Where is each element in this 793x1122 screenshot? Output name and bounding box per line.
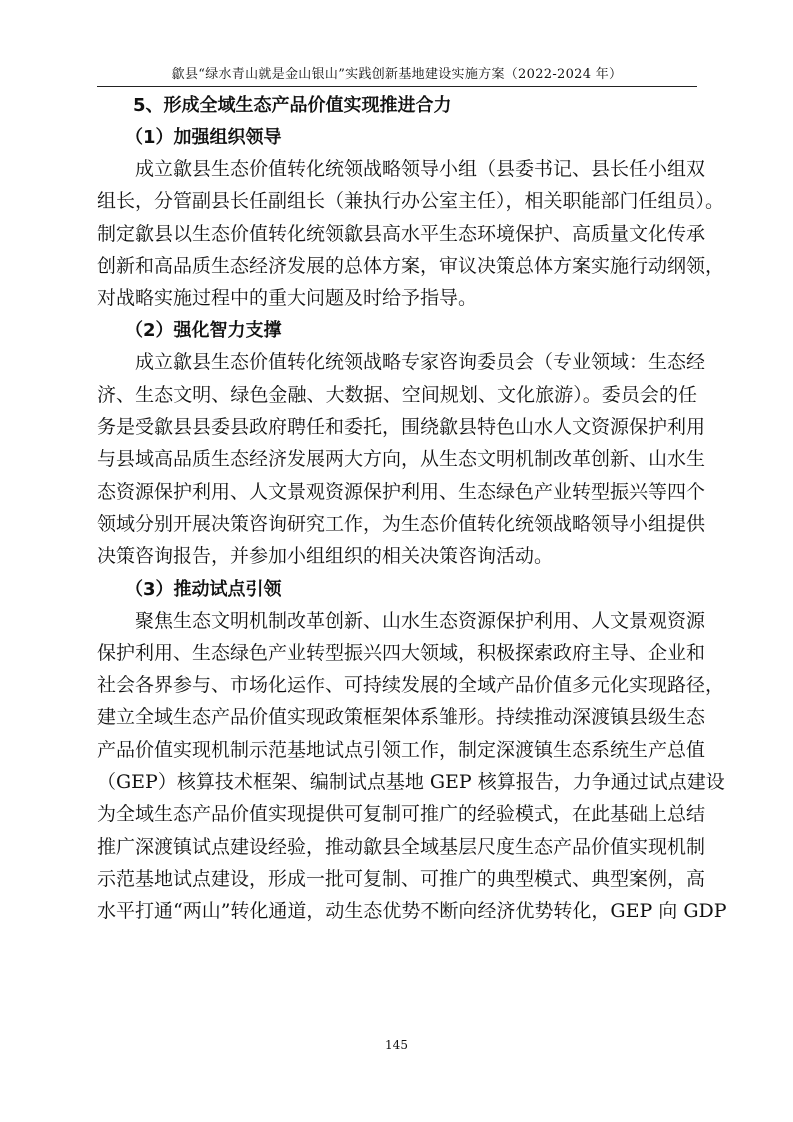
text-line: 建立全域生态产品价值实现政策框架体系雏形。持续推动深渡镇县级生态 (97, 706, 706, 729)
paragraph-organization-leadership (97, 153, 725, 314)
text-line: 与县域高品质生态经济发展两大方向，从生态文明机制改革创新、山水生 (97, 448, 706, 471)
subsection-heading-1: （1）加强组织领导 (125, 127, 282, 148)
running-header: 歙县“绿水青山就是金山银山”实践创新基地建设实施方案（2022-2024 年） (171, 67, 623, 82)
text-line: 创新和高品质生态经济发展的总体方案，审议决策总体方案实施行动纲领， (97, 254, 725, 277)
header-rule (97, 86, 697, 87)
text-line: 推广深渡镇试点建设经验，推动歙县全域基层尺度生态产品价值实现机制 (97, 835, 706, 858)
paragraph-intellectual-support (97, 346, 706, 572)
text-line: 保护利用、生态绿色产业转型振兴四大领域，积极探索政府主导、企业和 (97, 641, 706, 664)
text-line: 产品价值实现机制示范基地试点引领工作，制定深渡镇生态系统生产总值 (97, 738, 706, 761)
page-content (97, 90, 727, 928)
section-heading: 5、形成全域生态产品价值实现推进合力 (133, 95, 452, 116)
text-line: 水平打通“两山”转化通道，动生态优势不断向经济优势转化，GEP 向 GDP (97, 900, 727, 923)
text-line: 示范基地试点建设，形成一批可复制、可推广的典型模式、典型案例，高 (97, 867, 706, 890)
text-line: 社会各界参与、市场化运作、可持续发展的全域产品价值多元化实现路径， (97, 674, 725, 697)
text-line: 成立歙县生态价值转化统领战略领导小组（县委书记、县长任小组双 (135, 158, 706, 180)
subsection-heading-3: （3）推动试点引领 (125, 578, 282, 600)
text-line: 组长，分管副县长任副组长（兼执行办公室主任），相关职能部门任组员）。 (97, 190, 725, 213)
text-line: 聚焦生态文明机制改革创新、山水生态资源保护利用、人文景观资源 (135, 609, 706, 632)
page-number: 145 (385, 1038, 408, 1052)
text-line: 务是受歙县县委县政府聘任和委托，围绕歙县特色山水人文资源保护利用 (97, 416, 706, 439)
text-line: 对战略实施过程中的重大问题及时给予指导。 (97, 287, 478, 310)
text-line: 为全域生态产品价值实现提供可复制可推广的经验模式，在此基础上总结 (97, 803, 706, 826)
text-line: 成立歙县生态价值转化统领战略专家咨询委员会（专业领域：生态经 (135, 351, 706, 374)
subsection-heading-2: （2）强化智力支撑 (125, 320, 282, 342)
text-line: 态资源保护利用、人文景观资源保护利用、生态绿色产业转型振兴等四个 (97, 480, 706, 503)
text-line: （GEP）核算技术框架、编制试点基地 GEP 核算报告，力争通过试点建设 (97, 771, 725, 794)
text-line: 决策咨询报告，并参加小组组织的相关决策咨询活动。 (97, 545, 554, 568)
text-line: 济、生态文明、绿色金融、大数据、空间规划、文化旅游）。委员会的任 (97, 383, 697, 406)
text-line: 领域分别开展决策咨询研究工作，为生态价值转化统领战略领导小组提供 (97, 512, 706, 535)
paragraph-pilot-leadership (97, 605, 727, 928)
text-line: 制定歙县以生态价值转化统领歙县高水平生态环境保护、高质量文化传承 (97, 222, 706, 245)
